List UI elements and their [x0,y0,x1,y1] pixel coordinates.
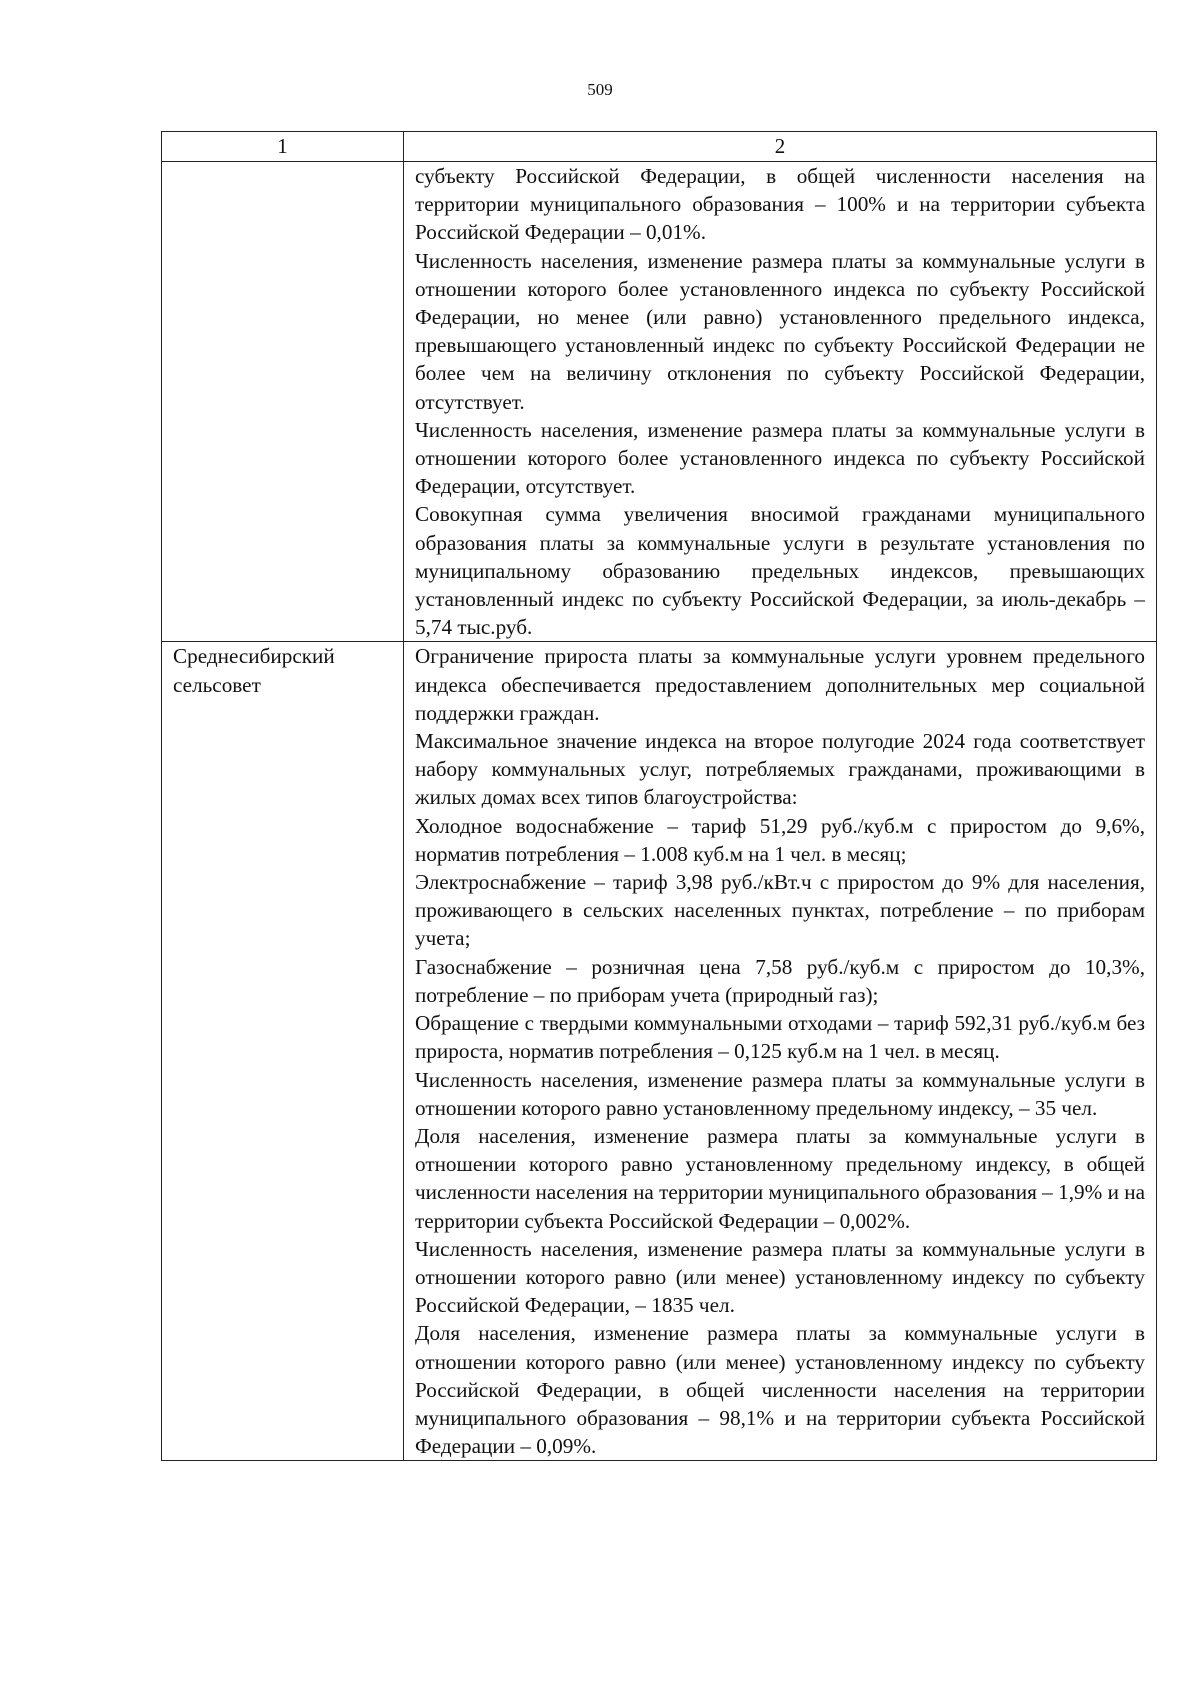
column-header-2: 2 [404,132,1157,162]
paragraph: Доля населения, изменение размера платы за коммунальные услуги в отношении которого равно установленному предельному индексу, в общей численности населения на территории муниципального образования – 1,9% и на территории субъекта Российской Федерации – 0,002%. [415,1123,1145,1233]
paragraph: Обращение с твердыми коммунальными отходами – тариф 592,31 руб./куб.м без прироста, норматив потребления – 0,125 куб.м на 1 чел. в месяц. [415,1011,1145,1064]
page-number: 509 [587,80,613,99]
paragraph: Ограничение прироста платы за коммунальные услуги уровнем предельного индекса обеспечивается предоставлением дополнительных мер социальной поддержки граждан. [415,644,1145,725]
description-cell [404,642,1157,1461]
paragraph: Газоснабжение – розничная цена 7,58 руб./куб.м с приростом до 10,3%, потребление – по приборам учета (природный газ); [415,954,1145,1007]
table-row [162,162,1157,642]
paragraph: Численность населения, изменение размера платы за коммунальные услуги в отношении которого более установленного индекса по субъекту Российской Федерации, отсутствует. [415,417,1145,499]
paragraph: субъекту Российской Федерации, в общей численности населения на территории муниципального образования – 100% и на территории субъекта Российской Федерации – 0,01%. [415,164,1145,245]
paragraph: Доля населения, изменение размера платы за коммунальные услуги в отношении которого равно (или менее) установленному индексу по субъекту Российской Федерации, в общей численности населения на территории муниципального образования – 98,1% и на территории субъекта Российской Федерации – 0,09%. [415,1321,1145,1459]
table-header-row [162,132,1157,162]
document-table [161,131,1157,1461]
column-header-1: 1 [162,132,404,162]
description-cell [404,162,1157,642]
paragraph: Численность населения, изменение размера платы за коммунальные услуги в отношении которого равно установленному предельному индексу, – 35 чел. [415,1067,1145,1120]
paragraph: Численность населения, изменение размера платы за коммунальные услуги в отношении которого более установленного индекса по субъекту Российской Федерации, но менее (или равно) установленного предельного индекса, превышающего установленный индекс по субъекту Российской Федерации не более чем на величину отклонения по субъекту Российской Федерации, отсутствует. [415,248,1145,414]
municipality-cell [162,162,404,642]
paragraph: Максимальное значение индекса на второе полугодие 2024 года соответствует набору коммунальных услуг, потребляемых гражданами, проживающими в жилых домах всех типов благоустройства: [415,729,1145,810]
paragraph: Электроснабжение – тариф 3,98 руб./кВт.ч с приростом до 9% для населения, проживающего в сельских населенных пунктах, потребление – по приборам учета; [415,870,1145,951]
municipality-cell [162,642,404,1461]
municipality-name: Среднесибирский сельсовет [173,644,335,697]
paragraph: Численность населения, изменение размера платы за коммунальные услуги в отношении которого равно (или менее) установленному индексу по субъекту Российской Федерации, – 1835 чел. [415,1236,1145,1318]
paragraph: Совокупная сумма увеличения вносимой гражданами муниципального образования платы за коммунальные услуги в результате установления по муниципальному образованию предельных индексов, превышающих установленный индекс по субъекту Российской Федерации, за июль-декабрь – 5,74 тыс.руб. [415,502,1145,640]
paragraph: Холодное водоснабжение – тариф 51,29 руб./куб.м с приростом до 9,6%, норматив потребления – 1.008 куб.м на 1 чел. в месяц; [415,813,1145,866]
table-row [162,642,1157,1461]
